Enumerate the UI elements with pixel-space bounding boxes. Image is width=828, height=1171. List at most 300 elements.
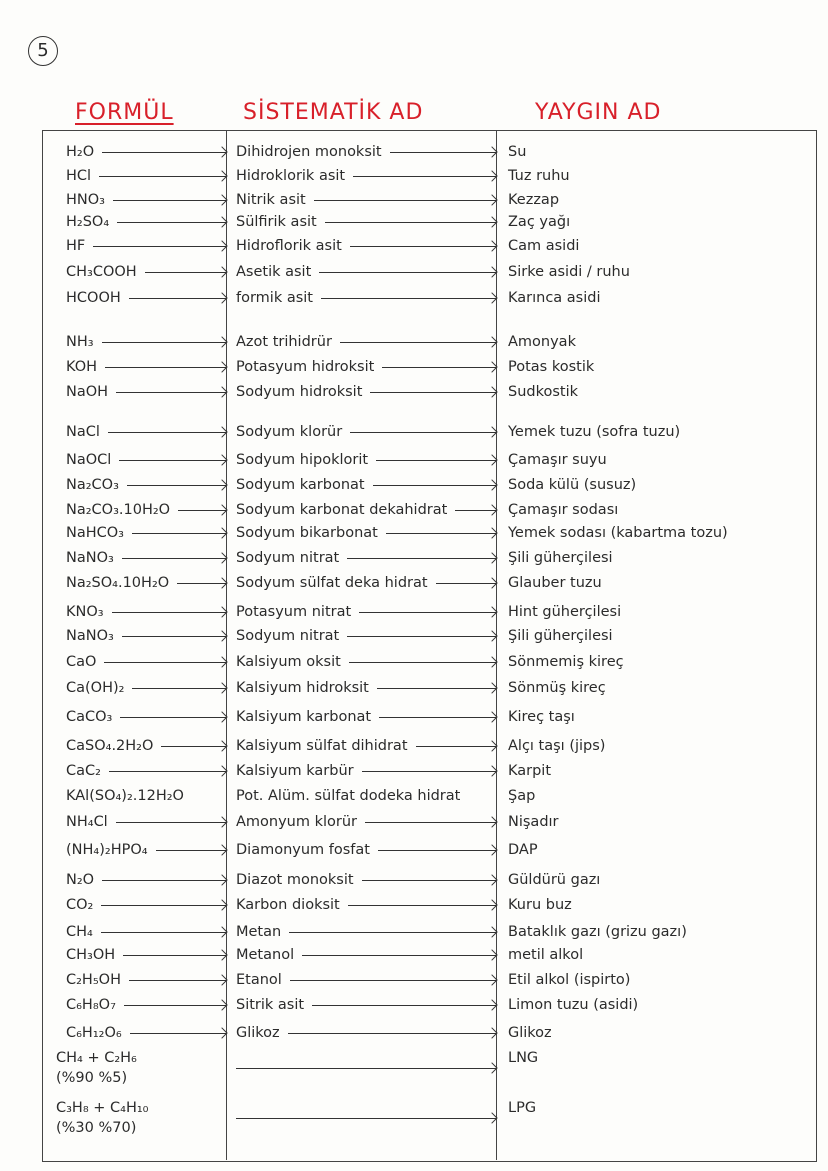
systematic-name-cell: [236, 287, 496, 309]
arrow-icon: [132, 688, 226, 689]
systematic-name: Sodyum hidroksit: [236, 384, 363, 400]
formula-cell: [66, 235, 226, 257]
systematic-name: Sodyum karbonat: [236, 477, 365, 493]
arrow-icon: [129, 980, 226, 981]
systematic-name: Sodyum hipoklorit: [236, 452, 369, 468]
arrow-icon: [116, 392, 226, 393]
arrow-icon: [105, 367, 226, 368]
common-name: Kireç taşı: [508, 709, 575, 725]
arrow-icon: [145, 272, 226, 273]
arrow-icon: [416, 746, 496, 747]
formula: CaSO₄.2H₂O: [66, 738, 154, 754]
common-name-cell: [508, 235, 808, 257]
table-row: [0, 141, 828, 163]
arrow-icon: [112, 612, 226, 613]
formula: Na₂CO₃: [66, 477, 119, 493]
arrow-icon: [362, 880, 496, 881]
common-name: Amonyak: [508, 334, 576, 350]
formula-cell: [66, 651, 226, 673]
common-name: Kezzap: [508, 192, 560, 208]
header-systematic-name: SİSTEMATİK AD: [243, 100, 424, 125]
arrow-icon: [340, 342, 496, 343]
systematic-name: Kalsiyum karbür: [236, 763, 354, 779]
systematic-name: Diamonyum fosfat: [236, 842, 370, 858]
common-name: metil alkol: [508, 947, 584, 963]
formula: HCl: [66, 168, 92, 184]
common-name: Sönmemiş kireç: [508, 654, 624, 670]
systematic-name: Kalsiyum sülfat dihidrat: [236, 738, 408, 754]
table-row: [0, 785, 828, 807]
arrow-icon: [116, 822, 226, 823]
mixture-ratio: (%90 %5): [56, 1070, 128, 1086]
table-row: [0, 625, 828, 647]
formula: HF: [66, 238, 86, 254]
arrow-icon: [436, 583, 496, 584]
table-row: [0, 547, 828, 569]
systematic-name: Hidroklorik asit: [236, 168, 346, 184]
common-name-cell: [508, 1046, 808, 1090]
formula-cell: [66, 785, 226, 807]
common-name: Soda külü (susuz): [508, 477, 637, 493]
common-name: Limon tuzu (asidi): [508, 997, 639, 1013]
common-name-cell: [508, 547, 808, 569]
formula-cell: [66, 677, 226, 699]
formula-cell: [66, 760, 226, 782]
formula-cell: [56, 1096, 216, 1140]
table-row: [0, 522, 828, 544]
formula-cell: [66, 894, 226, 916]
arrow-icon: [312, 1005, 496, 1006]
systematic-name-cell: [236, 601, 496, 623]
arrow-icon: [386, 533, 496, 534]
systematic-name: Potasyum nitrat: [236, 604, 352, 620]
formula: NaCl: [66, 424, 100, 440]
arrow-icon: [130, 1033, 226, 1034]
common-name: Sudkostik: [508, 384, 579, 400]
formula-cell: [66, 261, 226, 283]
formula-cell: [66, 869, 226, 891]
arrow-icon: [117, 222, 226, 223]
systematic-name-cell: [236, 547, 496, 569]
mixture-ratio: (%30 %70): [56, 1120, 137, 1136]
table-row: [0, 969, 828, 991]
common-name: Sönmüş kireç: [508, 680, 606, 696]
common-name-cell: [508, 994, 808, 1016]
formula-cell: [66, 356, 226, 378]
systematic-name-cell: [236, 869, 496, 891]
table-row: [0, 651, 828, 673]
common-name: Güldürü gazı: [508, 872, 601, 888]
formula-cell: [66, 969, 226, 991]
arrow-icon: [302, 955, 496, 956]
table-row: [0, 381, 828, 403]
common-name-cell: [508, 760, 808, 782]
arrow-icon: [124, 1005, 226, 1006]
formula: HCOOH: [66, 290, 121, 306]
systematic-name: Kalsiyum oksit: [236, 654, 341, 670]
formula: NaHCO₃: [66, 525, 124, 541]
systematic-name: Sodyum nitrat: [236, 628, 340, 644]
common-name-cell: [508, 449, 808, 471]
systematic-name-cell: [236, 141, 496, 163]
common-name: Tuz ruhu: [508, 168, 570, 184]
table-row: [0, 474, 828, 496]
systematic-name-cell: [236, 331, 496, 353]
formula-cell: [66, 165, 226, 187]
page-number: 5: [28, 36, 58, 66]
arrow-icon: [370, 392, 496, 393]
systematic-name: Asetik asit: [236, 264, 312, 280]
common-name-cell: [508, 474, 808, 496]
arrow-icon: [319, 272, 496, 273]
formula: CH₄: [66, 924, 93, 940]
common-name-cell: [508, 522, 808, 544]
common-name: Çamaşır sodası: [508, 502, 619, 518]
formula-cell: [66, 331, 226, 353]
systematic-name-cell: [236, 421, 496, 443]
formula-cell: [66, 421, 226, 443]
arrow-icon: [382, 367, 496, 368]
arrow-icon: [109, 771, 226, 772]
formula: CaO: [66, 654, 97, 670]
table-row: [0, 287, 828, 309]
table-row: [0, 677, 828, 699]
arrow-icon: [350, 246, 496, 247]
table-row: [0, 706, 828, 728]
systematic-name: Hidroflorik asit: [236, 238, 342, 254]
table-row: [0, 356, 828, 378]
arrow-icon: [177, 583, 226, 584]
arrow-icon: [236, 1118, 496, 1119]
arrow-icon: [123, 955, 226, 956]
common-name-cell: [508, 811, 808, 833]
arrow-icon: [359, 612, 496, 613]
table-row: [0, 572, 828, 594]
arrow-icon: [99, 176, 226, 177]
formula-cell: [66, 381, 226, 403]
table-row: [0, 499, 828, 521]
common-name: LNG: [508, 1050, 539, 1066]
common-name-cell: [508, 572, 808, 594]
formula-cell: [66, 211, 226, 233]
arrow-icon: [373, 485, 496, 486]
arrow-icon: [353, 176, 496, 177]
systematic-name: Kalsiyum karbonat: [236, 709, 372, 725]
common-name-cell: [508, 499, 808, 521]
common-name: LPG: [508, 1100, 537, 1116]
systematic-name-cell: [236, 522, 496, 544]
formula: C₂H₅OH: [66, 972, 121, 988]
formula: Na₂SO₄.10H₂O: [66, 575, 170, 591]
formula-cell: [56, 1046, 216, 1090]
arrow-icon: [321, 298, 496, 299]
systematic-name-cell: [236, 449, 496, 471]
common-name-cell: [508, 381, 808, 403]
arrow-icon: [93, 246, 226, 247]
systematic-name-cell: [236, 894, 496, 916]
table-row: [0, 1022, 828, 1044]
common-name-cell: [508, 625, 808, 647]
common-name: Etil alkol (ispirto): [508, 972, 631, 988]
table-row: [0, 331, 828, 353]
common-name-cell: [508, 785, 808, 807]
table-row: [0, 944, 828, 966]
systematic-name-cell: [236, 651, 496, 673]
systematic-name-cell: [236, 944, 496, 966]
systematic-name-cell: [236, 785, 496, 807]
arrow-icon: [102, 342, 226, 343]
formula: NaOH: [66, 384, 109, 400]
common-name-cell: [508, 1096, 808, 1140]
formula-cell: [66, 189, 226, 211]
common-name: Karınca asidi: [508, 290, 601, 306]
table-row: [0, 869, 828, 891]
common-name: Su: [508, 144, 527, 160]
formula-cell: [66, 522, 226, 544]
arrow-icon: [290, 980, 496, 981]
arrow-icon: [113, 200, 226, 201]
common-name-cell: [508, 421, 808, 443]
arrow-icon: [350, 432, 496, 433]
common-name-cell: [508, 677, 808, 699]
systematic-name: Diazot monoksit: [236, 872, 354, 888]
formula: N₂O: [66, 872, 95, 888]
systematic-name: Potasyum hidroksit: [236, 359, 375, 375]
formula: KAl(SO₄)₂.12H₂O: [66, 788, 184, 804]
arrow-icon: [101, 932, 226, 933]
arrow-icon: [314, 200, 496, 201]
formula-cell: [66, 547, 226, 569]
systematic-name-cell: [236, 839, 496, 861]
table-row: [0, 189, 828, 211]
table-row: [0, 760, 828, 782]
arrow-icon: [129, 298, 226, 299]
common-name: Potas kostik: [508, 359, 595, 375]
common-name: Şili güherçilesi: [508, 550, 613, 566]
systematic-name: Sodyum klorür: [236, 424, 343, 440]
arrow-icon: [119, 460, 226, 461]
common-name-cell: [508, 189, 808, 211]
systematic-name-cell: [236, 381, 496, 403]
common-name-cell: [508, 921, 808, 943]
common-name: Karpit: [508, 763, 552, 779]
formula-cell: [66, 601, 226, 623]
formula-cell: [66, 499, 226, 521]
mixture-row: [0, 1046, 828, 1090]
systematic-name: Azot trihidrür: [236, 334, 332, 350]
formula: C₆H₈O₇: [66, 997, 116, 1013]
systematic-name-cell: [236, 677, 496, 699]
common-name: Sirke asidi / ruhu: [508, 264, 630, 280]
formula: CaC₂: [66, 763, 101, 779]
common-name-cell: [508, 261, 808, 283]
systematic-name: Sodyum sülfat deka hidrat: [236, 575, 428, 591]
formula-cell: [66, 921, 226, 943]
systematic-name-cell: [236, 760, 496, 782]
table-row: [0, 894, 828, 916]
systematic-name-cell: [236, 1022, 496, 1044]
systematic-name-cell: [236, 572, 496, 594]
table-row: [0, 601, 828, 623]
formula-cell: [66, 287, 226, 309]
formula-cell: [66, 474, 226, 496]
systematic-name: Metan: [236, 924, 282, 940]
arrow-icon: [127, 485, 226, 486]
formula-cell: [66, 1022, 226, 1044]
formula-cell: [66, 141, 226, 163]
table-row: [0, 839, 828, 861]
formula: KOH: [66, 359, 98, 375]
common-name-cell: [508, 165, 808, 187]
table-row: [0, 261, 828, 283]
systematic-name-cell: [236, 499, 496, 521]
table-row: [0, 235, 828, 257]
systematic-name-cell: [236, 969, 496, 991]
common-name: Hint güherçilesi: [508, 604, 622, 620]
common-name: Şap: [508, 788, 536, 804]
formula: CH₃COOH: [66, 264, 137, 280]
formula: C₆H₁₂O₆: [66, 1025, 122, 1041]
arrow-icon: [347, 558, 496, 559]
table-row: [0, 421, 828, 443]
arrow-icon: [362, 771, 496, 772]
table-row: [0, 449, 828, 471]
systematic-name: Dihidrojen monoksit: [236, 144, 382, 160]
systematic-name: Sülfirik asit: [236, 214, 317, 230]
arrow-icon: [161, 746, 226, 747]
common-name-cell: [508, 869, 808, 891]
arrow-icon: [325, 222, 496, 223]
formula: NH₃: [66, 334, 94, 350]
common-name-cell: [508, 211, 808, 233]
formula: NH₄Cl: [66, 814, 108, 830]
formula: HNO₃: [66, 192, 105, 208]
formula: (NH₄)₂HPO₄: [66, 842, 148, 858]
common-name-cell: [508, 141, 808, 163]
arrow-icon: [178, 510, 226, 511]
table-row: [0, 735, 828, 757]
systematic-name-cell: [236, 625, 496, 647]
common-name-cell: [508, 894, 808, 916]
formula-cell: [66, 625, 226, 647]
arrow-icon: [376, 460, 496, 461]
formula: NaOCl: [66, 452, 112, 468]
formula: H₂SO₄: [66, 214, 110, 230]
table-row: [0, 165, 828, 187]
mixture-formula: C₃H₈ + C₄H₁₀: [56, 1100, 149, 1116]
systematic-name: Etanol: [236, 972, 282, 988]
common-name: Şili güherçilesi: [508, 628, 613, 644]
formula-cell: [66, 994, 226, 1016]
common-name-cell: [508, 601, 808, 623]
formula: Na₂CO₃.10H₂O: [66, 502, 171, 518]
systematic-name: Pot. Alüm. sülfat dodeka hidrat: [236, 788, 461, 804]
systematic-name-cell: [236, 921, 496, 943]
systematic-name: Nitrik asit: [236, 192, 306, 208]
arrow-icon: [349, 662, 496, 663]
systematic-name-cell: [236, 356, 496, 378]
formula: KNO₃: [66, 604, 104, 620]
common-name: Cam asidi: [508, 238, 580, 254]
arrow-icon: [377, 688, 496, 689]
common-name-cell: [508, 331, 808, 353]
systematic-name-cell: [236, 474, 496, 496]
common-name: Çamaşır suyu: [508, 452, 607, 468]
systematic-name-cell: [236, 994, 496, 1016]
arrow-icon: [132, 533, 226, 534]
arrow-icon: [455, 510, 496, 511]
formula-cell: [66, 706, 226, 728]
systematic-name: Sodyum karbonat dekahidrat: [236, 502, 448, 518]
arrow-icon: [102, 880, 226, 881]
common-name-cell: [508, 651, 808, 673]
systematic-name: Karbon dioksit: [236, 897, 340, 913]
common-name-cell: [508, 1022, 808, 1044]
formula-cell: [66, 944, 226, 966]
systematic-name-cell: [236, 735, 496, 757]
common-name-cell: [508, 356, 808, 378]
common-name: Kuru buz: [508, 897, 572, 913]
formula: Ca(OH)₂: [66, 680, 125, 696]
header-formula: FORMÜL: [75, 100, 174, 125]
formula: H₂O: [66, 144, 95, 160]
common-name: Alçı taşı (jips): [508, 738, 606, 754]
formula: CaCO₃: [66, 709, 113, 725]
mixture-row: [0, 1096, 828, 1140]
systematic-name: Amonyum klorür: [236, 814, 358, 830]
systematic-name: Sitrik asit: [236, 997, 305, 1013]
formula-cell: [66, 735, 226, 757]
systematic-name-cell: [236, 1096, 496, 1140]
arrow-icon: [378, 850, 496, 851]
common-name: Yemek sodası (kabartma tozu): [508, 525, 728, 541]
arrow-icon: [102, 152, 226, 153]
formula-cell: [66, 572, 226, 594]
arrow-icon: [122, 558, 226, 559]
formula: NaNO₃: [66, 550, 114, 566]
systematic-name: Glikoz: [236, 1025, 280, 1041]
common-name: Nişadır: [508, 814, 559, 830]
common-name-cell: [508, 969, 808, 991]
systematic-name-cell: [236, 811, 496, 833]
formula-cell: [66, 811, 226, 833]
formula-cell: [66, 449, 226, 471]
systematic-name: Kalsiyum hidroksit: [236, 680, 369, 696]
common-name-cell: [508, 287, 808, 309]
common-name: Glauber tuzu: [508, 575, 602, 591]
arrow-icon: [348, 905, 496, 906]
common-name: Zaç yağı: [508, 214, 571, 230]
arrow-icon: [122, 636, 226, 637]
systematic-name-cell: [236, 165, 496, 187]
arrow-icon: [289, 932, 496, 933]
arrow-icon: [104, 662, 226, 663]
table-row: [0, 811, 828, 833]
arrow-icon: [101, 905, 226, 906]
common-name: Bataklık gazı (grizu gazı): [508, 924, 687, 940]
systematic-name: Sodyum nitrat: [236, 550, 340, 566]
arrow-icon: [236, 1068, 496, 1069]
systematic-name-cell: [236, 706, 496, 728]
table-row: [0, 994, 828, 1016]
header-common-name: YAYGIN AD: [535, 100, 662, 125]
formula: CH₃OH: [66, 947, 116, 963]
systematic-name-cell: [236, 261, 496, 283]
formula-cell: [66, 839, 226, 861]
common-name: DAP: [508, 842, 538, 858]
common-name-cell: [508, 839, 808, 861]
systematic-name-cell: [236, 189, 496, 211]
